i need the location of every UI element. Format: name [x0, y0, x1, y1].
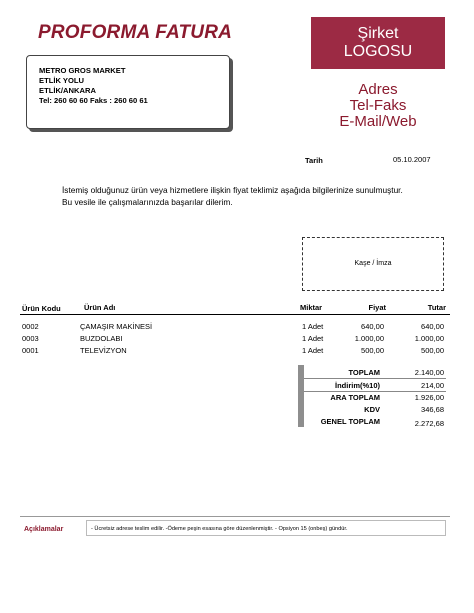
notes-box	[86, 520, 446, 536]
row-qty: 1 Adet	[302, 322, 324, 331]
contact-email-web: E-Mail/Web	[339, 113, 417, 130]
header-price: Fiyat	[368, 303, 386, 312]
row-code: 0002	[22, 322, 39, 331]
total-value: 2.140,00	[414, 368, 444, 377]
total-label: TOPLAM	[348, 368, 380, 377]
row-code: 0003	[22, 334, 39, 343]
message-line-1: İstemiş olduğunuz ürün veya hizmetlere ilişkin fiyat teklimiz aşağıda bilgilerinize sunulmuştur.	[62, 185, 403, 195]
customer-street: ETLİK YOLU	[39, 76, 85, 85]
row-qty: 1 Adet	[302, 346, 324, 355]
date-value: 05.10.2007	[393, 155, 431, 164]
notes-label: Açıklamalar	[24, 526, 64, 533]
discount-label: İndirim(%10)	[334, 381, 380, 390]
row-price: 1.000,00	[354, 334, 384, 343]
contact-address: Adres	[358, 81, 398, 98]
company-logo-placeholder	[311, 17, 445, 69]
totals-divider	[304, 391, 446, 392]
header-product-code: Ürün Kodu	[22, 304, 61, 313]
row-total: 500,00	[421, 346, 444, 355]
customer-name: METRO GROS MARKET	[39, 66, 126, 75]
stamp-label: Kaşe / İmza	[354, 260, 392, 267]
discount-value: 214,00	[421, 381, 444, 390]
subtotal-label: ARA TOPLAM	[330, 393, 380, 402]
row-total: 640,00	[421, 322, 444, 331]
grand-total-value: 2.272,68	[414, 419, 444, 428]
document-title: PROFORMA FATURA	[38, 22, 233, 43]
vat-label: KDV	[364, 405, 380, 414]
customer-phone-fax: Tel: 260 60 60 Faks : 260 60 61	[39, 96, 148, 105]
header-quantity: Miktar	[300, 303, 323, 312]
notes-text: - Ücretsiz adrese teslim edilir. -Ödeme peşin esasına göre düzenlenmiştir. - Opsiyon 15 (onbeş) gündür.	[91, 526, 348, 532]
message-line-2: Bu vesile ile çalışmalarınızda başarılar dilerim.	[62, 197, 233, 207]
header-divider	[20, 314, 450, 315]
totals-divider	[304, 378, 446, 379]
vat-value: 346,68	[421, 405, 444, 414]
row-name: ÇAMAŞIR MAKİNESİ	[80, 322, 153, 331]
stamp-signature-box	[302, 237, 444, 291]
row-code: 0001	[22, 346, 39, 355]
grand-total-label: GENEL TOPLAM	[320, 417, 380, 426]
logo-line-1: Şirket	[357, 25, 399, 42]
footer-divider	[20, 516, 450, 517]
header-total: Tutar	[427, 303, 446, 312]
date-label: Tarih	[305, 156, 323, 165]
row-name: BUZDOLABI	[80, 334, 123, 343]
header-product-name: Ürün Adı	[84, 303, 116, 312]
subtotal-value: 1.926,00	[414, 393, 444, 402]
contact-tel-fax: Tel-Faks	[349, 97, 407, 114]
row-price: 500,00	[361, 346, 384, 355]
row-name: TELEVİZYON	[80, 346, 127, 355]
customer-address-box	[26, 55, 230, 129]
row-total: 1.000,00	[414, 334, 444, 343]
row-qty: 1 Adet	[302, 334, 324, 343]
customer-city: ETLİK/ANKARA	[39, 86, 96, 95]
logo-line-2: LOGOSU	[343, 43, 413, 60]
row-price: 640,00	[361, 322, 384, 331]
